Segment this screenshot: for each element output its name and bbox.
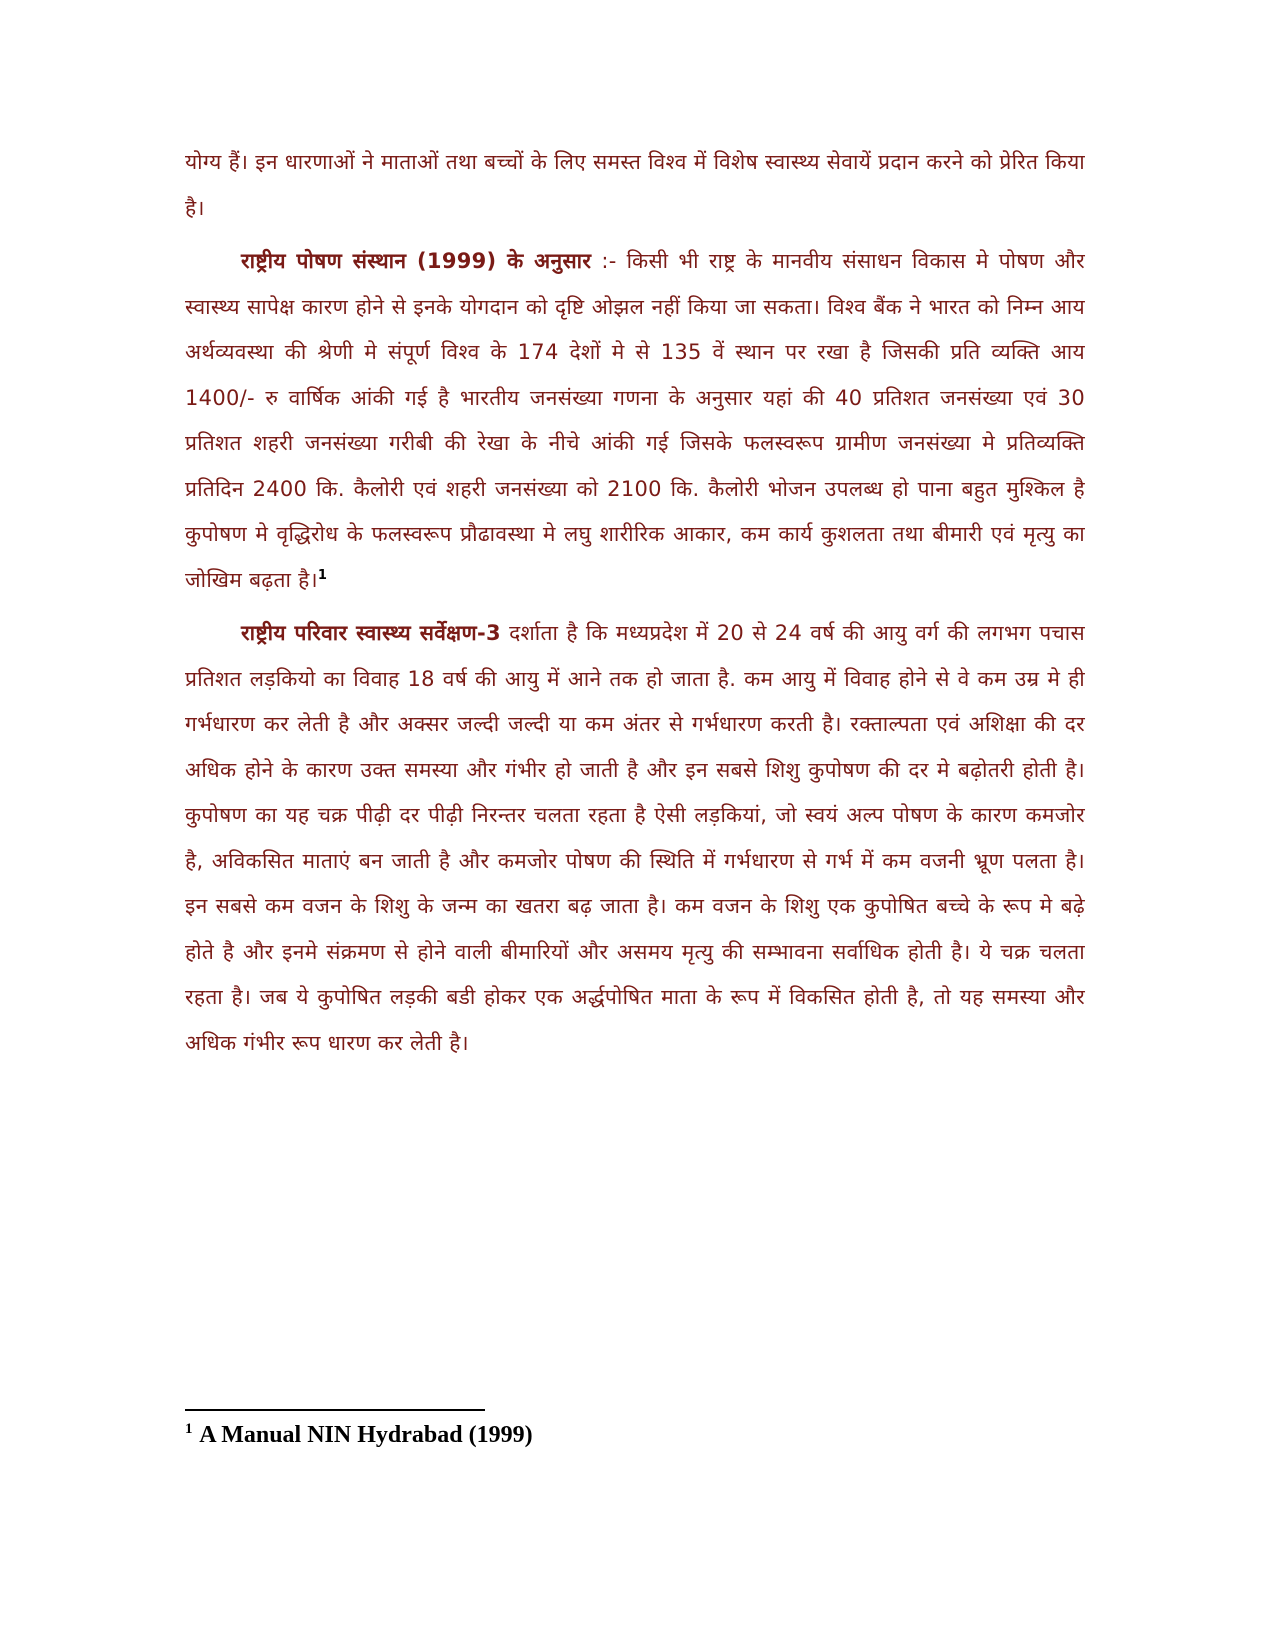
footnote-reference[interactable]: 1: [317, 567, 328, 583]
document-body: [185, 140, 1085, 1074]
footnote-text: A Manual NIN Hydrabad (1999): [199, 1422, 533, 1448]
paragraph-nfhs-3: [185, 611, 1085, 1066]
footnote-separator: [185, 1409, 485, 1411]
paragraph-heading-nfhs: राष्ट्रीय परिवार स्वास्थ्य सर्वेक्षण-3: [241, 621, 501, 645]
footnote-mark: 1: [185, 1421, 193, 1437]
paragraph-continuation: योग्य हैं। इन धारणाओं ने माताओं तथा बच्चों के लिए समस्त विश्व में विशेष स्वास्थ्य सेवायें प्रदान करने को प्रेरित किया है।: [185, 150, 1085, 220]
paragraph-heading-nin: राष्ट्रीय पोषण संस्थान (1999) के अनुसार: [241, 249, 592, 273]
paragraph-body-nin: :- किसी भी राष्ट्र के मानवीय संसाधन विकास मे पोषण और स्वास्थ्य सापेक्ष कारण होने से इनके योगदान को दृष्टि ओझल नहीं किया जा सकता। विश्व बैंक ने भारत को निम्न आय अर्थव्यवस्था की श्रेणी मे संपूर्ण विश्व के 174 देशों मे से 135 वें स्थान पर रखा है जिसकी प्रति व्यक्ति आय 1400/- रु वार्षिक आंकी गई है भारतीय जनसंख्या गणना के अनुसार यहां की 40 प्रतिशत जनसंख्या एवं 30 प्रतिशत शहरी जनसंख्या गरीबी की रेखा के नीचे आंकी गई जिसके फलस्वरूप ग्रामीण जनसंख्या मे प्रतिव्यक्ति प्रतिदिन 2400 कि. कैलोरी एवं शहरी जनसंख्या को 2100 कि. कैलोरी भोजन उपलब्ध हो पाना बहुत मुश्किल है कुपोषण मे वृद्धिरोध के फलस्वरूप प्रौढावस्था मे लघु शारीरिक आकार, कम कार्य कुशलता तथा बीमारी एवं मृत्यु का जोखिम बढ़ता है।: [185, 249, 1086, 592]
footnote: [185, 1415, 533, 1455]
paragraph-body-nfhs: दर्शाता है कि मध्यप्रदेश में 20 से 24 वर्ष की आयु वर्ग की लगभग पचास प्रतिशत लड़कियो का विवाह 18 वर्ष की आयु में आने तक हो जाता है. कम आयु में विवाह होने से वे कम उम्र मे ही गर्भधारण कर लेती है और अक्सर जल्दी जल्दी या कम अंतर से गर्भधारण करती है। रक्ताल्पता एवं अशिक्षा की दर अधिक होने के कारण उक्त समस्या और गंभीर हो जाती है और इन सबसे शिशु कुपोषण की दर मे बढ़ोतरी होती है। कुपोषण का यह चक्र पीढ़ी दर पीढ़ी निरन्तर चलता रहता है ऐसी लड़कियां, जो स्वयं अल्प पोषण के कारण कमजोर है, अविकसित माताएं बन जाती है और कमजोर पोषण की स्थिति में गर्भधारण से गर्भ में कम वजनी भ्रूण पलता है। इन सबसे कम वजन के शिशु के जन्म का खतरा बढ़ जाता है। कम वजन के शिशु एक कुपोषित बच्चे के रूप मे बढ़े होते है और इनमे संक्रमण से होने वाली बीमारियों और असमय मृत्यु की सम्भावना सर्वाधिक होती है। ये चक्र चलता रहता है। जब ये कुपोषित लड़की बडी होकर एक अर्द्धपोषित माता के रूप में विकसित होती है, तो यह समस्या और अधिक गंभीर रूप धारण कर लेती है।: [185, 621, 1086, 1055]
paragraph-nin-1999: [185, 239, 1085, 603]
